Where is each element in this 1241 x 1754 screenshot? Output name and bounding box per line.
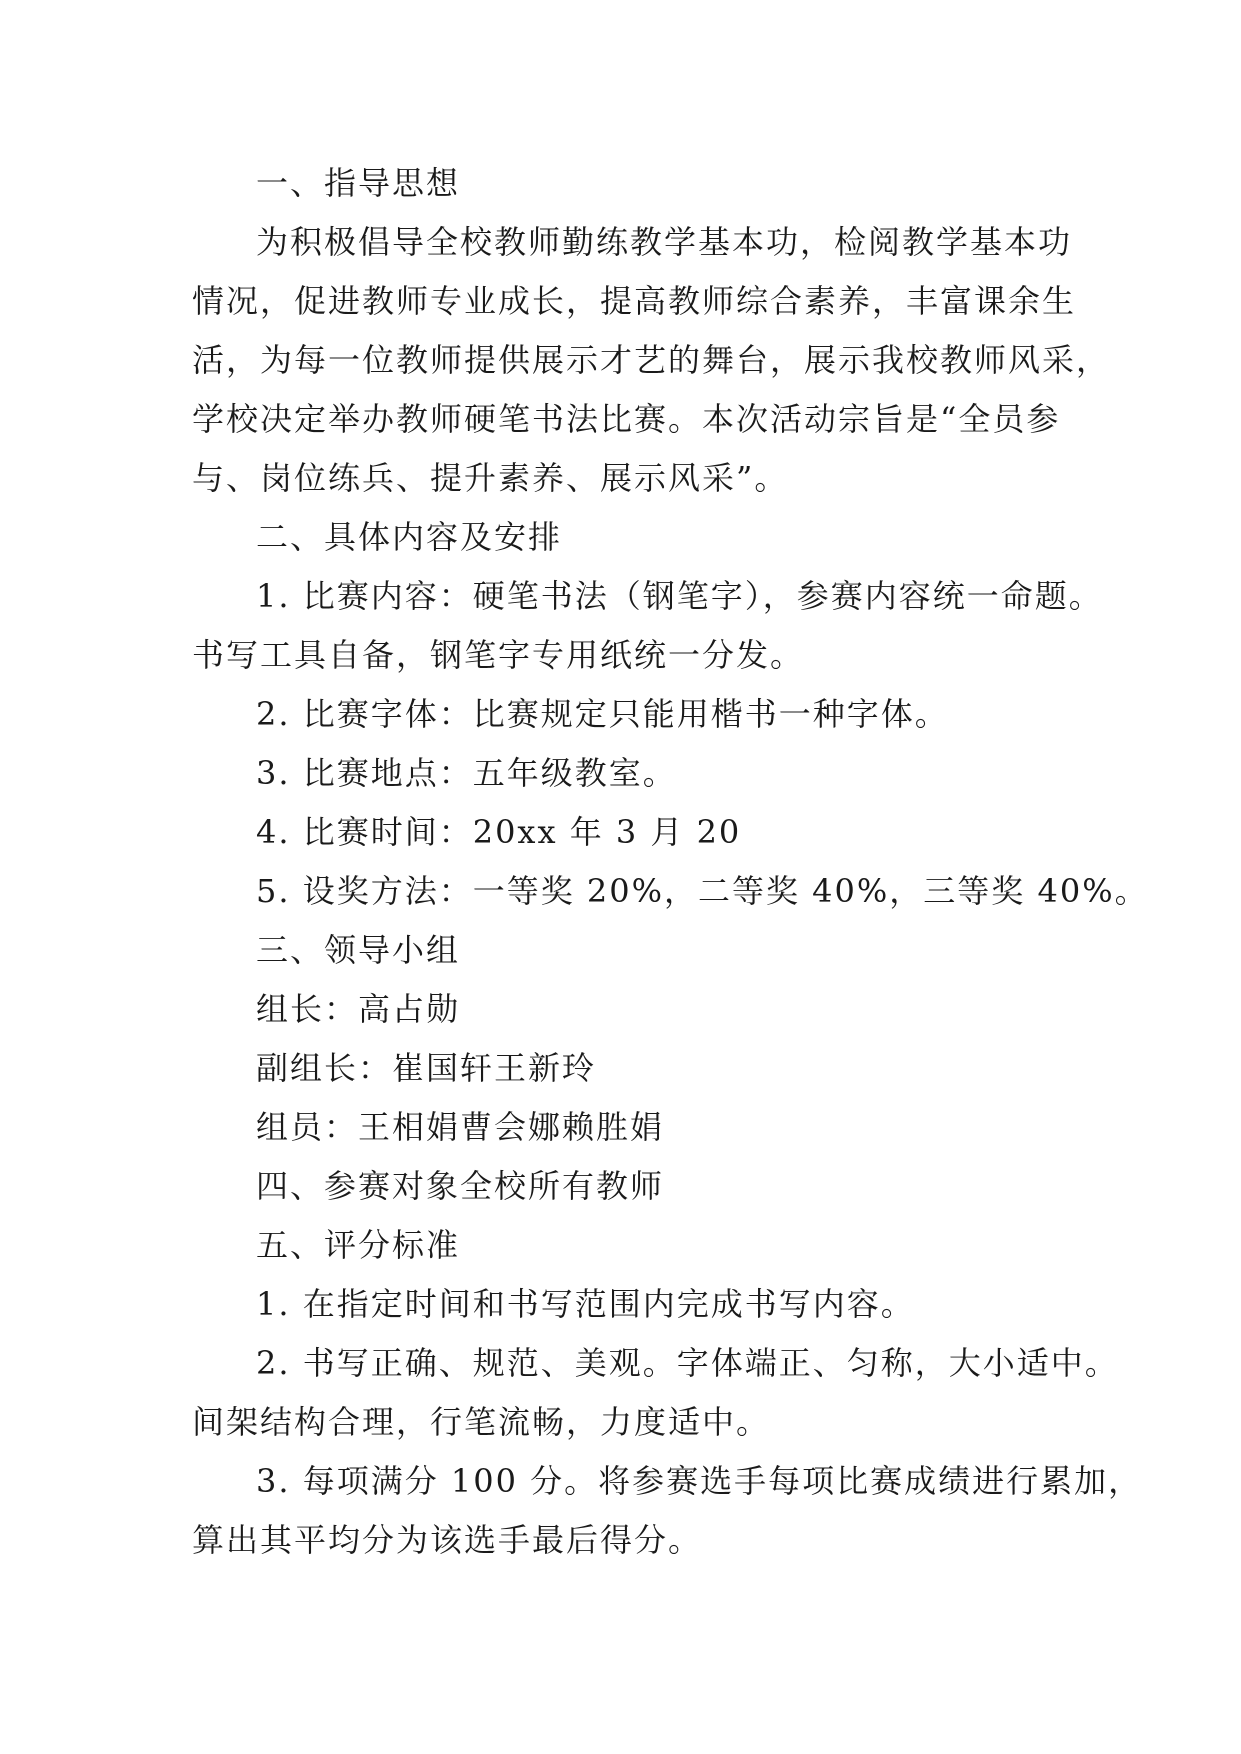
criteria-item-3: 3. 每项满分 100 分。将参赛选手每项比赛成绩进行累加， <box>256 1462 1143 1500</box>
criteria-item-2-continuation: 间架结构合理，行笔流畅，力度适中。 <box>192 1403 771 1441</box>
deputy-group-leader: 副组长：崔国轩王新玲 <box>256 1049 597 1087</box>
document-body <box>192 154 1149 1570</box>
paragraph-line: 与、岗位练兵、提升素养、展示风采”。 <box>192 459 789 497</box>
paragraph-line: 情况，促进教师专业成长，提高教师综合素养，丰富课余生 <box>192 282 1077 320</box>
section-heading-content-arrangement: 二、具体内容及安排 <box>256 518 563 556</box>
criteria-item-2: 2. 书写正确、规范、美观。字体端正、匀称，大小适中。 <box>256 1344 1119 1382</box>
list-item-location: 3. 比赛地点：五年级教室。 <box>256 754 677 792</box>
list-item-time: 4. 比赛时间：20xx 年 3 月 20 <box>256 813 742 851</box>
section-heading-guiding-ideology: 一、指导思想 <box>256 164 461 202</box>
section-heading-participants: 四、参赛对象全校所有教师 <box>256 1167 665 1205</box>
group-leader: 组长：高占勋 <box>256 990 461 1028</box>
paragraph-line: 为积极倡导全校教师勤练教学基本功，检阅教学基本功 <box>256 223 1073 261</box>
list-item-awards: 5. 设奖方法：一等奖 20%，二等奖 40%，三等奖 40%。 <box>256 872 1149 910</box>
section-heading-scoring-criteria: 五、评分标准 <box>256 1226 461 1264</box>
section-heading-leadership-group: 三、领导小组 <box>256 931 461 969</box>
paragraph-line: 活，为每一位教师提供展示才艺的舞台，展示我校教师风采， <box>192 341 1111 379</box>
list-item-competition-content: 1. 比赛内容：硬笔书法（钢笔字），参赛内容统一命题。 <box>256 577 1103 615</box>
paragraph-line: 学校决定举办教师硬笔书法比赛。本次活动宗旨是“全员参 <box>192 400 1061 438</box>
criteria-item-3-continuation: 算出其平均分为该选手最后得分。 <box>192 1521 703 1559</box>
group-members: 组员：王相娟曹会娜赖胜娟 <box>256 1108 665 1146</box>
criteria-item-1: 1. 在指定时间和书写范围内完成书写内容。 <box>256 1285 915 1323</box>
list-item-font: 2. 比赛字体：比赛规定只能用楷书一种字体。 <box>256 695 949 733</box>
list-item-continuation: 书写工具自备，钢笔字专用纸统一分发。 <box>192 636 805 674</box>
